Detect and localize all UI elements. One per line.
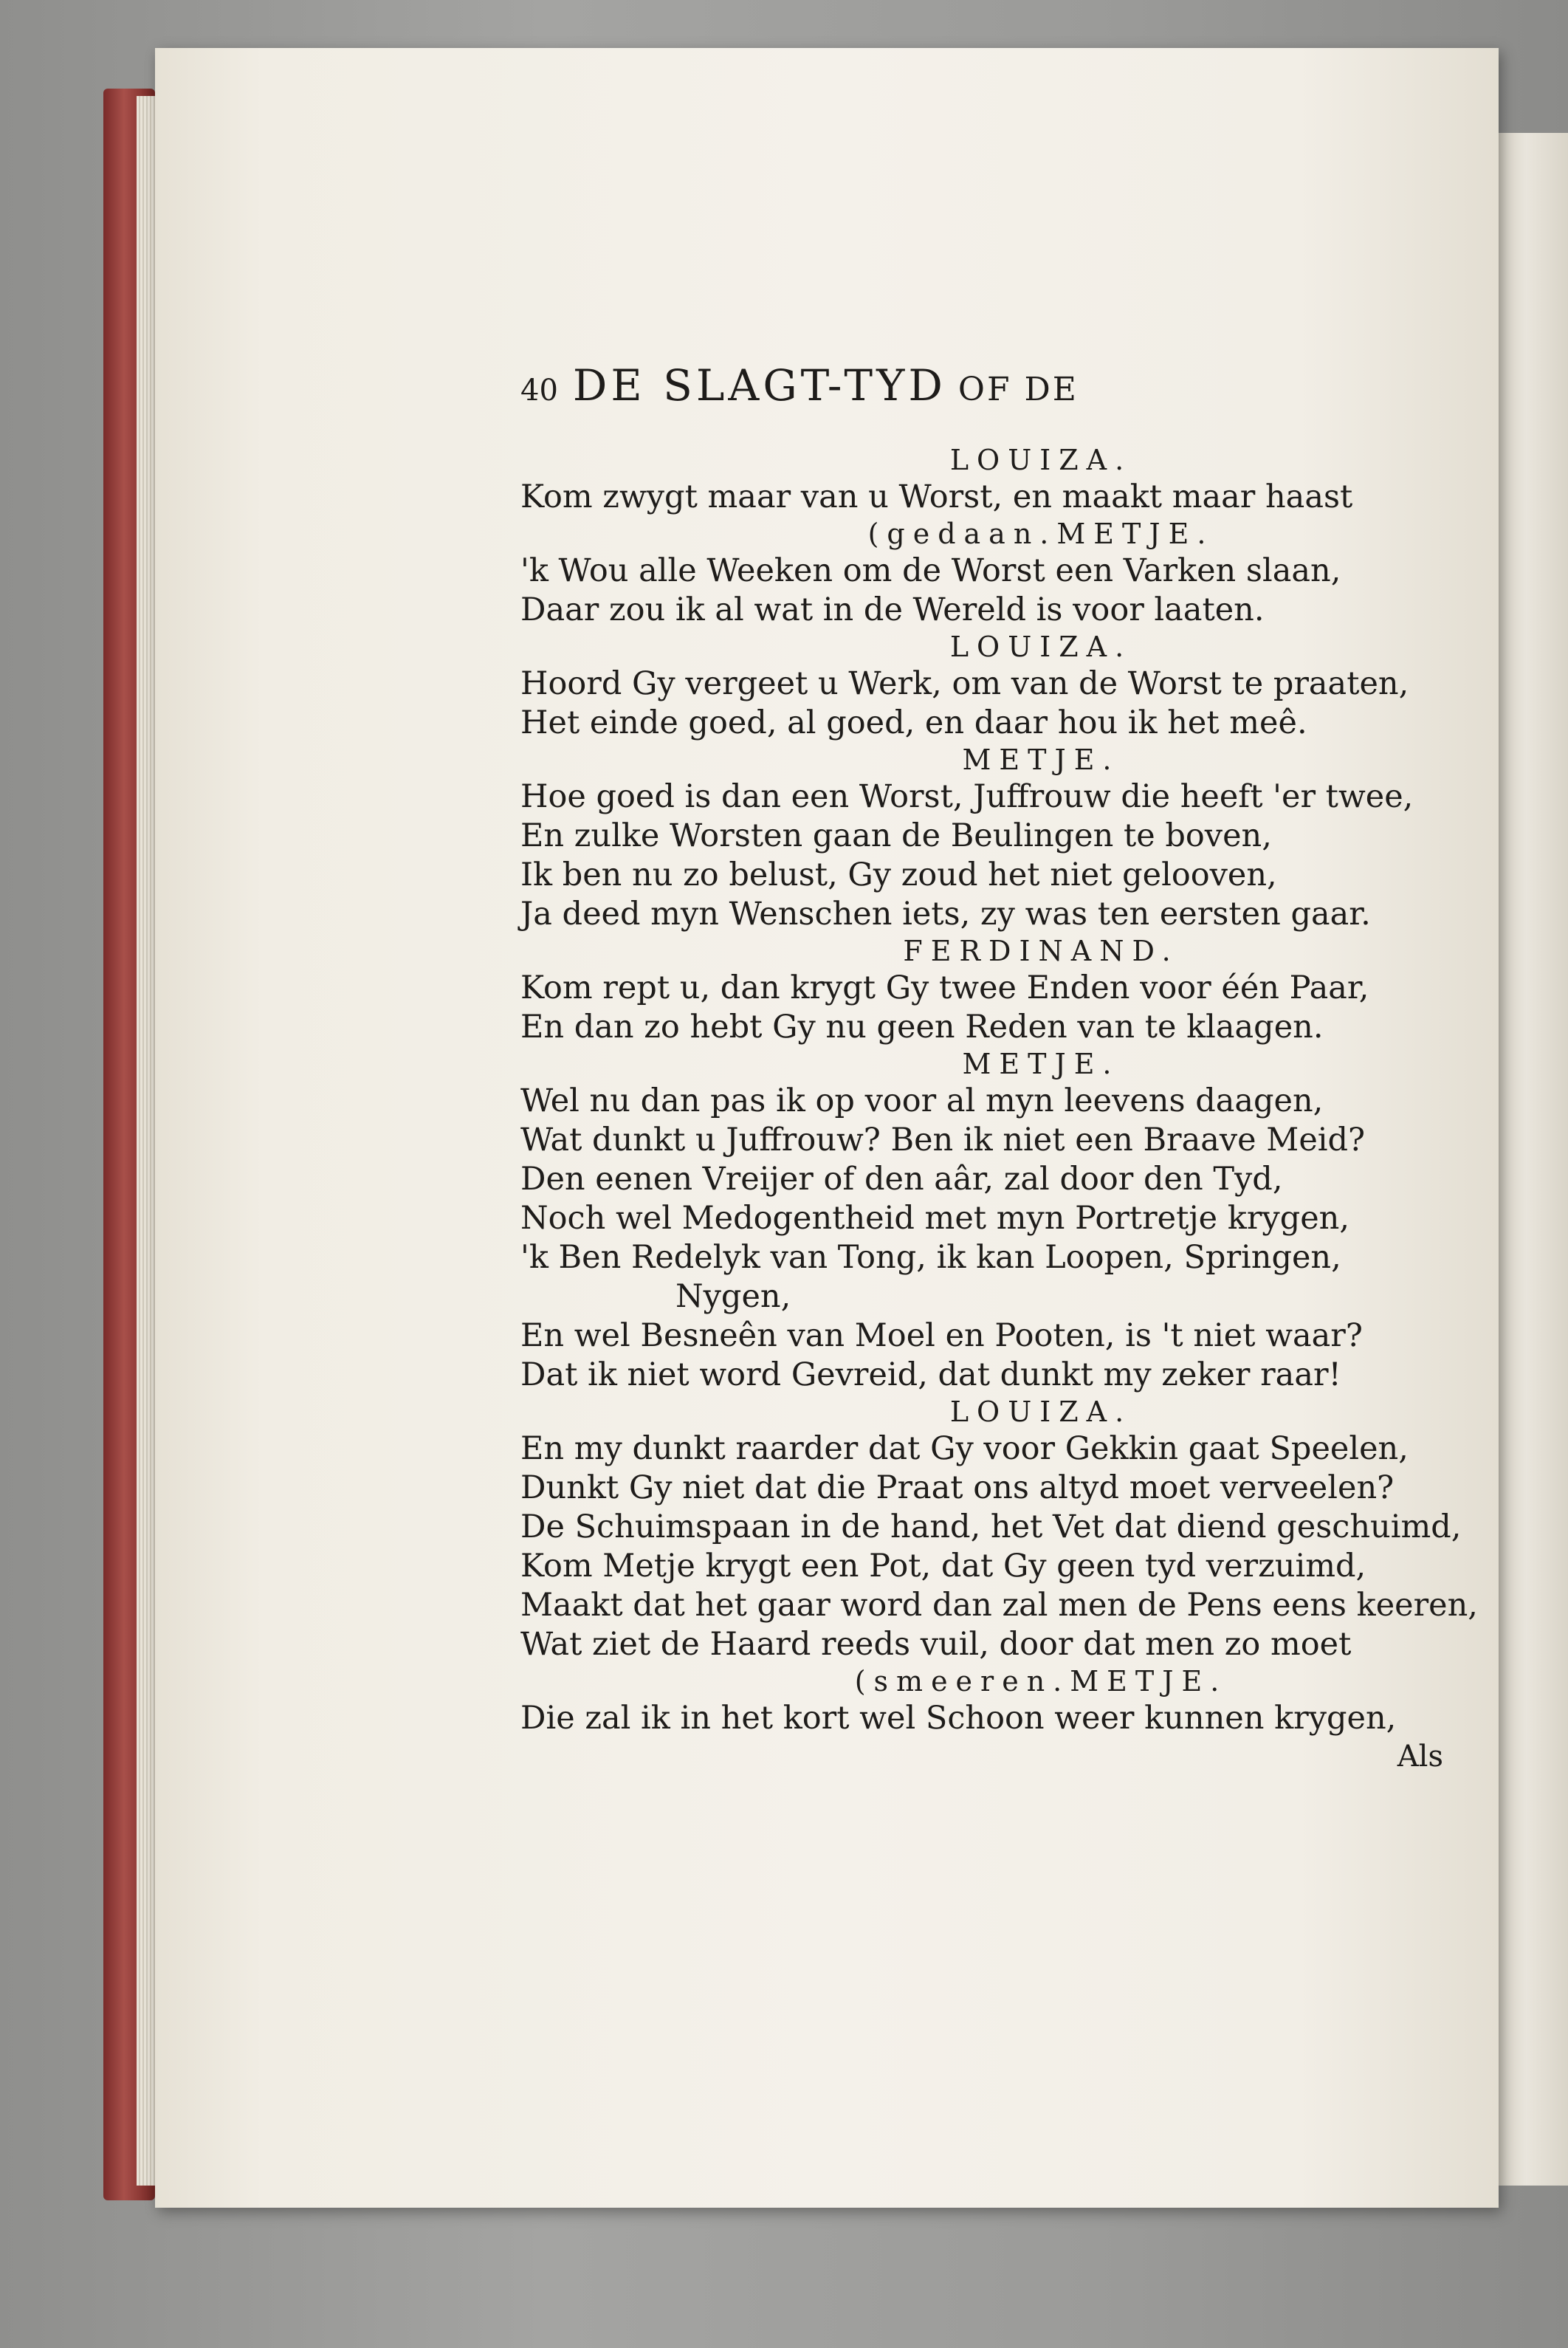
speaker-name <box>520 743 1443 777</box>
line-text: En wel Besneên van Moel en Pooten, is 't niet waar? <box>520 1317 1363 1354</box>
line-text: Dat ik niet word Gevreid, dat dunkt my zeker raar! <box>520 1356 1341 1393</box>
verse-overflow-text: (gedaan. <box>867 518 1057 550</box>
verse-line <box>520 1356 1443 1395</box>
verse-line <box>520 856 1443 895</box>
line-text: Dunkt Gy niet dat die Praat ons altyd moet verveelen? <box>520 1469 1395 1506</box>
verse-line <box>520 1199 1443 1238</box>
line-text: FERDINAND. <box>903 935 1179 967</box>
line-text: En zulke Worsten gaan de Beulingen te boven, <box>520 817 1272 854</box>
verse-line <box>520 1547 1443 1586</box>
verse-line <box>520 665 1443 704</box>
line-text: LOUIZA. <box>949 444 1132 476</box>
line-text: Daar zou ik al wat in de Wereld is voor laaten. <box>520 591 1265 628</box>
line-text: Wat ziet de Haard reeds vuil, door dat men zo moet <box>520 1626 1352 1663</box>
line-text: LOUIZA. <box>949 631 1132 663</box>
verse-line <box>520 817 1443 856</box>
facing-page-edge <box>1499 133 1568 2186</box>
verse-line <box>520 1469 1443 1508</box>
line-text: En my dunkt raarder dat Gy voor Gekkin gaat Speelen, <box>520 1430 1409 1467</box>
line-text: De Schuimspaan in de hand, het Vet dat diend geschuimd, <box>520 1508 1462 1545</box>
running-head-title: DE SLAGT-TYD <box>572 360 946 411</box>
verse-line <box>520 895 1443 934</box>
speaker-name <box>520 1664 1443 1699</box>
verse-overflow-text: (smeeren. <box>854 1665 1070 1698</box>
verse-line <box>520 1625 1443 1664</box>
verse-line <box>520 1121 1443 1160</box>
verse-line <box>520 478 1443 517</box>
speaker-name <box>520 517 1443 552</box>
line-text: Ik ben nu zo belust, Gy zoud het niet gelooven, <box>520 857 1277 893</box>
line-text: METJE. <box>1070 1665 1228 1698</box>
line-text: METJE. <box>1056 518 1214 550</box>
line-text: Hoord Gy vergeet u Werk, om van de Worst te praaten, <box>520 665 1409 702</box>
line-text: Als <box>1397 1740 1443 1774</box>
line-text: Nygen, <box>675 1278 791 1315</box>
line-text: Den eenen Vreijer of den aâr, zal door den Tyd, <box>520 1161 1283 1198</box>
line-text: Die zal ik in het kort wel Schoon weer kunnen krygen, <box>520 1700 1397 1737</box>
speaker-name <box>520 1395 1443 1429</box>
page-number: 40 <box>520 374 558 408</box>
line-text: En dan zo hebt Gy nu geen Reden van te klaagen. <box>520 1009 1324 1046</box>
line-text: Maakt dat het gaar word dan zal men de Pens eens keeren, <box>520 1587 1478 1624</box>
verse-line <box>520 591 1443 630</box>
verse-line <box>520 777 1443 817</box>
verse-line <box>520 1277 1443 1317</box>
verse-line <box>520 1699 1443 1738</box>
verse-line <box>520 969 1443 1008</box>
line-text: Wat dunkt u Juffrouw? Ben ik niet een Braave Meid? <box>520 1122 1366 1158</box>
running-header <box>520 360 1079 411</box>
verse-line <box>520 1082 1443 1121</box>
line-text: Ja deed myn Wenschen iets, zy was ten eersten gaar. <box>520 896 1371 933</box>
verse-line <box>520 704 1443 743</box>
verse-line <box>520 1586 1478 1625</box>
verse-text-block <box>520 443 1478 1777</box>
line-text: Noch wel Medogentheid met myn Portretje krygen, <box>520 1200 1350 1237</box>
line-text: Hoe goed is dan een Worst, Juffrouw die heeft 'er twee, <box>520 778 1414 815</box>
running-head-suffix: OF DE <box>957 371 1079 408</box>
line-text: 'k Ben Redelyk van Tong, ik kan Loopen, Springen, <box>520 1239 1341 1276</box>
line-text: METJE. <box>962 744 1120 776</box>
line-text: Wel nu dan pas ik op voor al myn leevens daagen, <box>520 1082 1324 1119</box>
line-text: 'k Wou alle Weeken om de Worst een Varken slaan, <box>520 552 1341 589</box>
verse-line <box>520 1238 1443 1277</box>
verse-line <box>520 552 1443 591</box>
speaker-name <box>520 630 1443 665</box>
speaker-name <box>520 934 1443 969</box>
line-text: Kom rept u, dan krygt Gy twee Enden voor één Paar, <box>520 969 1369 1006</box>
line-text: Het einde goed, al goed, en daar hou ik het meê. <box>520 704 1307 741</box>
line-text: LOUIZA. <box>949 1396 1132 1428</box>
verse-line <box>520 1160 1443 1199</box>
verse-line <box>520 1317 1443 1356</box>
line-text: Kom Metje krygt een Pot, dat Gy geen tyd verzuimd, <box>520 1548 1366 1585</box>
line-text: Kom zwygt maar van u Worst, en maakt maar haast <box>520 478 1353 515</box>
catchword <box>520 1738 1443 1777</box>
speaker-name <box>520 1047 1443 1082</box>
verse-line <box>520 1508 1462 1547</box>
speaker-name <box>520 443 1443 478</box>
verse-line <box>520 1008 1443 1047</box>
line-text: METJE. <box>962 1048 1120 1080</box>
verse-line <box>520 1429 1443 1469</box>
